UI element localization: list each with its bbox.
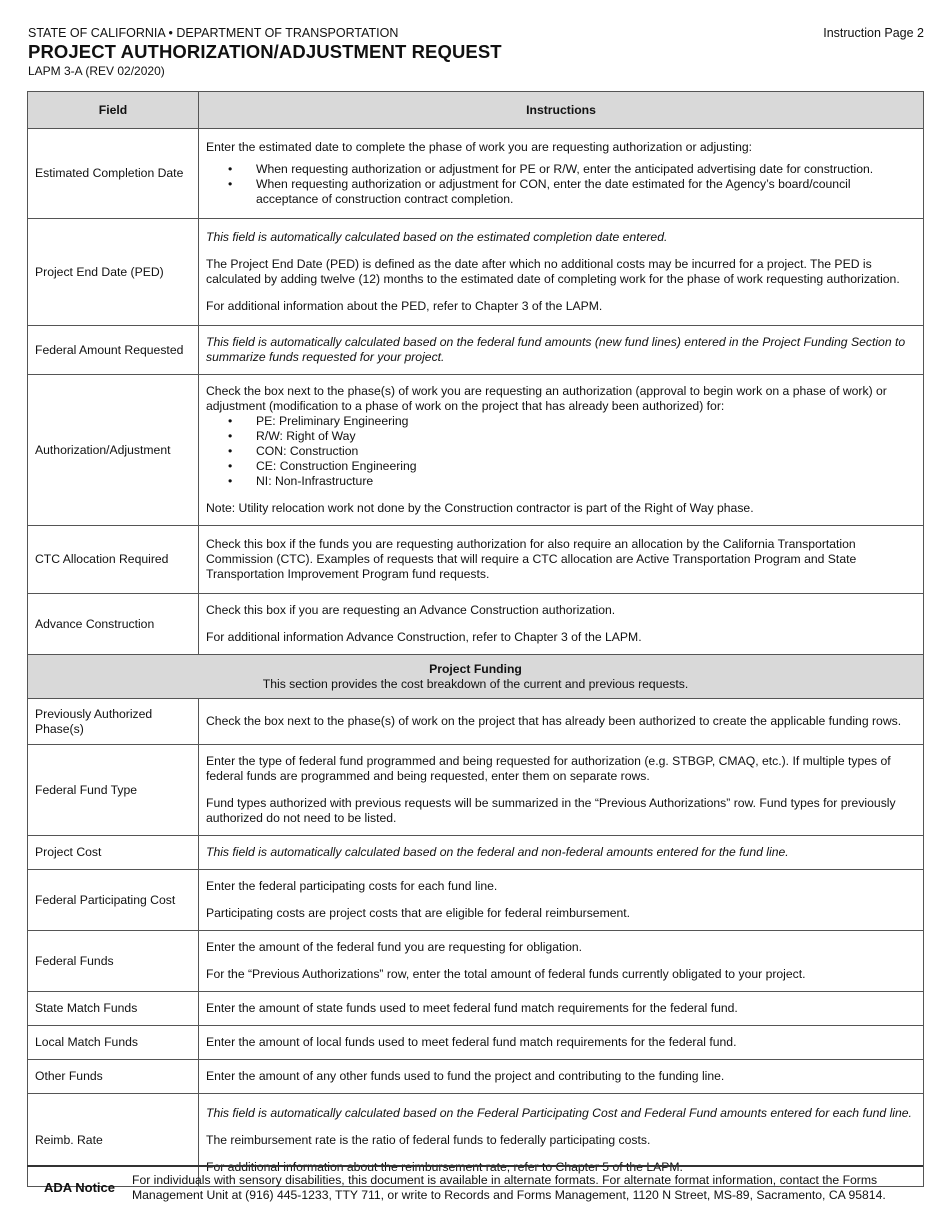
table-row <box>28 745 924 836</box>
instructions-cell <box>199 699 924 745</box>
agency-name: STATE OF CALIFORNIA • DEPARTMENT OF TRANSPORTATION <box>28 26 399 40</box>
field-cell: Advance Construction <box>28 594 199 655</box>
bullet-list <box>206 162 916 207</box>
instructions-cell <box>199 219 924 326</box>
instructions-cell <box>199 375 924 526</box>
list-item: • PE: Preliminary Engineering <box>206 414 916 429</box>
list-item: • R/W: Right of Way <box>206 429 916 444</box>
list-item: • NI: Non-Infrastructure <box>206 474 916 489</box>
form-id: LAPM 3-A (REV 02/2020) <box>28 64 165 78</box>
instruction-text: For additional information about the PED, refer to Chapter 3 of the LAPM. <box>206 299 603 313</box>
table-row <box>28 992 924 1026</box>
instruction-text: This field is automatically calculated based on the federal and non-federal amounts entered for the fund line. <box>206 845 789 859</box>
page-header <box>28 25 924 79</box>
instruction-text: This field is automatically calculated based on the estimated completion date entered. <box>206 230 668 244</box>
instruction-text: Enter the type of federal fund programmed and being requested for authorization (e.g. STBGP, CMAQ, etc.). If multiple types of federal funds are programmed and being requested, enter them on separate rows. <box>206 754 891 783</box>
list-item: • When requesting authorization or adjustment for CON, enter the date estimated for the Agency’s board/council acceptance of construction contract completion. <box>206 177 916 207</box>
instruction-text: Check this box if the funds you are requesting authorization for also require an allocation by the California Transportation Commission (CTC). Examples of requests that will require a CTC allocation are Active Transportation Program and State Transportation Improvement Program fund requests. <box>206 537 857 581</box>
instructions-cell <box>199 992 924 1026</box>
table-row <box>28 699 924 745</box>
instruction-text: For the “Previous Authorizations” row, enter the total amount of federal funds currently obligated to your project. <box>206 967 806 981</box>
instruction-text: The Project End Date (PED) is defined as the date after which no additional costs may be incurred for a project. The PED is calculated by adding twelve (12) months to the estimated date of completing work for the phase of work requesting authorization. <box>206 257 900 286</box>
section-row <box>28 655 924 699</box>
ada-notice <box>27 1165 923 1203</box>
instructions-cell <box>199 870 924 931</box>
list-item: • CE: Construction Engineering <box>206 459 916 474</box>
instruction-text: This field is automatically calculated based on the federal fund amounts (new fund lines) entered in the Project Funding Section to summarize funds requested for your project. <box>206 335 906 364</box>
ada-notice-text: For individuals with sensory disabilities, this document is available in alternate formats. For alternate format information, contact the Forms Management Unit at (916) 445-1233, TTY 711, or write to Records and Forms Management, 1120 N Street, MS-89, Sacramento, CA 95814. <box>132 1173 886 1202</box>
field-cell: Federal Funds <box>28 931 199 992</box>
instructions-column-header: Instructions <box>199 92 924 129</box>
instructions-cell <box>199 129 924 219</box>
table-row <box>28 836 924 870</box>
table-row <box>28 1026 924 1060</box>
section-title: Project Funding <box>429 661 522 676</box>
instruction-text: Fund types authorized with previous requests will be summarized in the “Previous Authorizations” row. Fund types for previously authorized do not need to be listed. <box>206 796 896 825</box>
table-row <box>28 326 924 375</box>
instructions-cell <box>199 745 924 836</box>
instruction-note: Note: Utility relocation work not done by the Construction contractor is part of the Right of Way phase. <box>206 501 754 515</box>
form-title: PROJECT AUTHORIZATION/ADJUSTMENT REQUEST <box>28 41 502 62</box>
field-cell: Federal Fund Type <box>28 745 199 836</box>
list-item: • CON: Construction <box>206 444 916 459</box>
instruction-text: Enter the amount of state funds used to meet federal fund match requirements for the federal fund. <box>206 1001 738 1015</box>
instruction-text: Participating costs are project costs that are eligible for federal reimbursement. <box>206 906 631 920</box>
table-row <box>28 931 924 992</box>
field-cell: State Match Funds <box>28 992 199 1026</box>
instruction-text: Check the box next to the phase(s) of work on the project that has already been authorized to create the applicable funding rows. <box>206 714 902 728</box>
instruction-text: The reimbursement rate is the ratio of federal funds to federally participating costs. <box>206 1132 651 1147</box>
table-row <box>28 1060 924 1094</box>
instructions-cell <box>199 526 924 594</box>
field-cell: Authorization/Adjustment <box>28 375 199 526</box>
field-cell: Estimated Completion Date <box>28 129 199 219</box>
field-cell: Previously Authorized Phase(s) <box>28 699 199 745</box>
field-cell: Federal Participating Cost <box>28 870 199 931</box>
instruction-text: For additional information Advance Construction, refer to Chapter 3 of the LAPM. <box>206 630 642 644</box>
section-header <box>28 655 924 699</box>
table-row <box>28 526 924 594</box>
field-cell: Local Match Funds <box>28 1026 199 1060</box>
instruction-text: For additional information about the reimbursement rate, refer to Chapter 5 of the LAPM. <box>206 1159 683 1174</box>
field-cell: Project End Date (PED) <box>28 219 199 326</box>
instructions-cell <box>199 1026 924 1060</box>
instruction-text: Check the box next to the phase(s) of work you are requesting an authorization (approval to begin work on a phase of work) or adjustment (modification to a phase of work on the project that has already been authorized) for: <box>206 384 887 413</box>
instruction-text: Check this box if you are requesting an Advance Construction authorization. <box>206 603 616 617</box>
instructions-cell <box>199 931 924 992</box>
instruction-text: Enter the federal participating costs for each fund line. <box>206 879 498 893</box>
instruction-text: Enter the estimated date to complete the phase of work you are requesting authorization or adjusting: <box>206 140 753 154</box>
field-cell: Project Cost <box>28 836 199 870</box>
instructions-table <box>27 91 924 1187</box>
field-cell: Reimb. Rate <box>28 1094 199 1187</box>
table-row <box>28 219 924 326</box>
table-header-row <box>28 92 924 129</box>
field-cell: CTC Allocation Required <box>28 526 199 594</box>
instruction-text: Enter the amount of local funds used to meet federal fund match requirements for the federal fund. <box>206 1035 737 1049</box>
table-row <box>28 870 924 931</box>
field-cell: Federal Amount Requested <box>28 326 199 375</box>
instructions-cell <box>199 836 924 870</box>
ada-notice-label: ADA Notice <box>43 1180 116 1195</box>
field-cell: Other Funds <box>28 1060 199 1094</box>
instruction-text: Enter the amount of the federal fund you are requesting for obligation. <box>206 940 583 954</box>
field-column-header: Field <box>28 92 199 129</box>
instructions-cell <box>199 326 924 375</box>
table-row <box>28 375 924 526</box>
table-row <box>28 129 924 219</box>
page-label: Instruction Page 2 <box>823 26 924 40</box>
bullet-list <box>206 414 916 489</box>
instruction-text: This field is automatically calculated based on the Federal Participating Cost and Federal Fund amounts entered for each fund line. <box>206 1105 912 1120</box>
instruction-text: Enter the amount of any other funds used to fund the project and contributing to the funding line. <box>206 1069 725 1083</box>
list-item: • When requesting authorization or adjustment for PE or R/W, enter the anticipated advertising date for construction. <box>206 162 916 177</box>
instructions-cell <box>199 594 924 655</box>
section-subtitle: This section provides the cost breakdown of the current and previous requests. <box>262 676 689 691</box>
table-row <box>28 594 924 655</box>
instructions-cell <box>199 1060 924 1094</box>
